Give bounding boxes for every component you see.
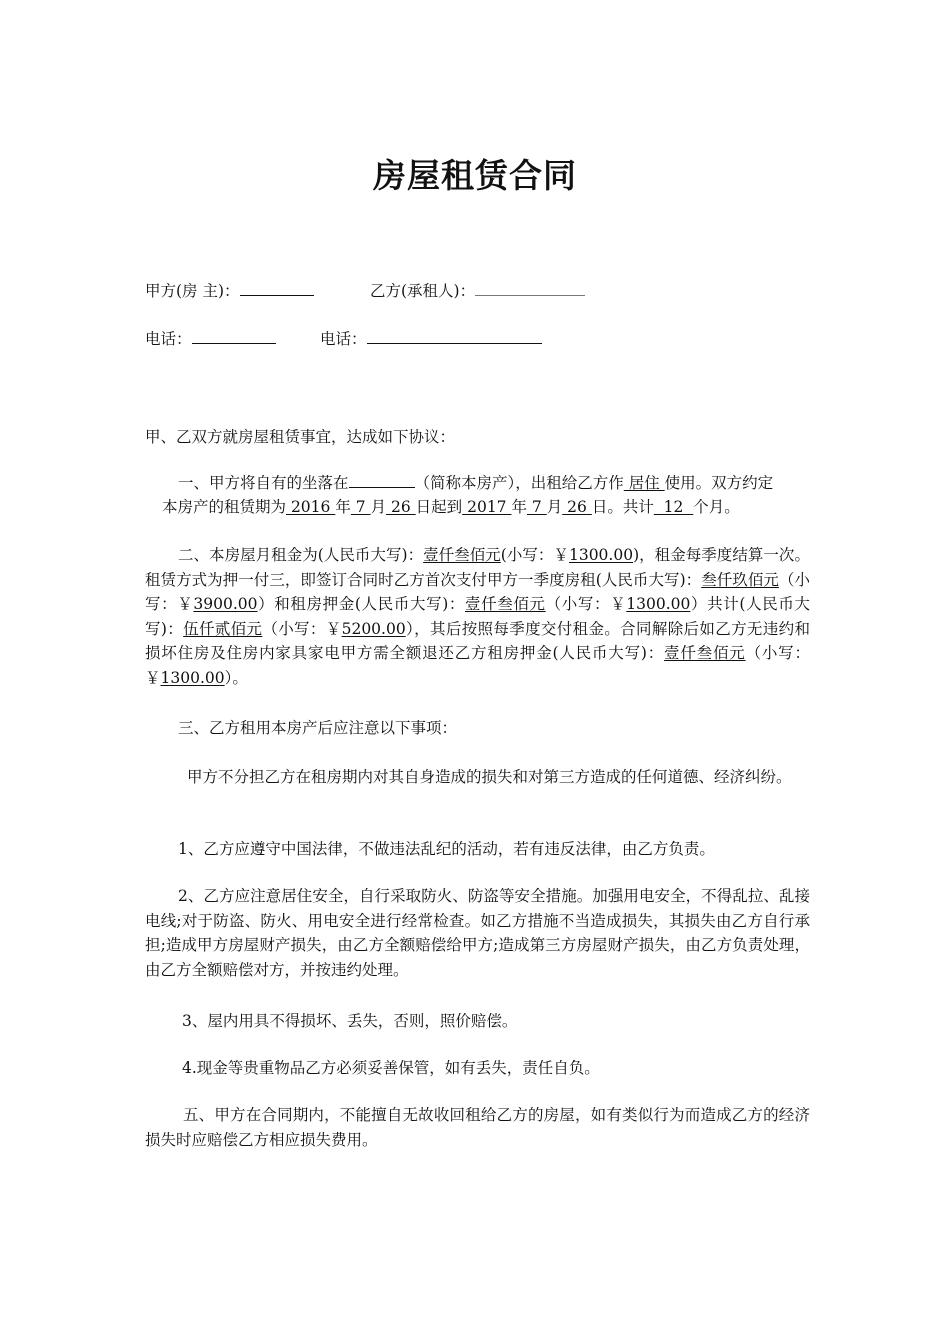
clause2-paragraph [145,543,810,690]
months-suffix: 个月。 [693,498,740,516]
start-month: 7 [350,498,371,516]
clause2-text: （小写：￥ [145,644,810,687]
clause3-heading: 三、乙方租用本房产后应注意以下事项： [178,719,458,737]
clause2-text: (小写：￥ [500,546,569,564]
total-amount: 5200.00 [341,619,406,638]
party-a-line [145,278,314,304]
monthly-rent-amount: 1300.00 [568,546,634,564]
phone-b-line [320,326,542,352]
clause3-note: 甲方不分担乙方在租房期内对其自身造成的损失和对第三方造成的任何道德、经济纠纷。 [187,768,792,786]
clause2-text: ）共计(人民币大写)： [145,595,810,638]
item-4: 4.现金等贵重物品乙方必须妥善保管，如有丢失，责任自负。 [182,1059,600,1077]
monthly-rent-words: 壹仟叁佰元 [423,546,501,564]
property-location-blank[interactable] [349,470,415,488]
clause1-line1 [178,470,773,496]
intro-text: 甲、乙双方就房屋租赁事宜，达成如下协议： [145,428,456,446]
phone-b-blank[interactable] [367,326,542,344]
clause2-text: （小写：￥ [262,619,342,638]
clause1-text-b: （简称本房产），出租给乙方作 [414,474,624,492]
clause2-text: （小写：￥ [145,570,810,613]
end-day: 26 [562,498,592,516]
party-b-line [370,278,585,304]
clause2-text: ）。 [224,668,248,687]
start-year: 2016 [286,498,336,516]
item-1: 1、乙方应遵守中国法律，不做违法乱纪的活动，若有违反法律，由乙方负责。 [178,840,715,858]
property-use: 居住 [623,474,665,492]
party-b-blank[interactable] [475,278,585,296]
party-a-blank[interactable] [240,278,314,296]
clause2-text: )，租金每季度结算一次。租赁方式为押一付三，即签订合同时乙方首次支付甲方一季度房租(人民币大写)： [145,546,810,589]
refund-words: 壹仟叁佰元 [664,644,746,662]
total-months: 12 [653,498,694,516]
total-label: 日。共计 [591,498,654,516]
clause5-paragraph: 五、甲方在合同期内，不能擅自无故收回租给乙方的房屋，如有类似行为而造成乙方的经济损失时应赔偿乙方相应损失费用。 [145,1106,810,1149]
party-b-label: 乙方(承租人)： [370,282,476,300]
phone-a-label: 电话： [145,330,192,348]
refund-amount: 1300.00 [160,668,225,687]
end-year: 2017 [462,498,512,516]
year-label: 年 [511,498,527,516]
clause2-text: 二、本房屋月租金为(人民币大写)： [178,546,424,564]
clause2-text: ）和租房押金(人民币大写)： [257,595,465,613]
clause2-text: ），其后按照每季度交付租金。合同解除后如乙方无违约和损坏住房及住房内家具家电甲方需全额退还乙方租房押金(人民币大写)： [145,619,810,662]
deposit-amount: 1300.00 [626,595,691,613]
quarter-rent-words: 叁仟玖佰元 [701,570,779,589]
document-title: 房屋租赁合同 [373,156,577,195]
lease-term-label: 本房产的租赁期为 [162,498,287,516]
month-label: 月 [370,498,387,516]
start-day: 26 [386,498,416,516]
total-words: 伍仟贰佰元 [183,619,263,638]
phone-b-label: 电话： [320,330,367,348]
clause1-line2 [162,495,740,520]
year-label: 年 [335,498,351,516]
day-to-label: 日起到 [415,498,463,516]
end-month: 7 [527,498,547,516]
phone-a-line [145,326,276,352]
clause2-text: （小写：￥ [545,595,627,613]
phone-a-blank[interactable] [192,326,276,344]
month-label: 月 [546,498,563,516]
deposit-words: 壹仟叁佰元 [465,595,546,613]
clause1-text-c: 使用。双方约定 [664,474,774,492]
quarter-rent-amount: 3900.00 [193,595,258,613]
party-a-label: 甲方(房 主)： [145,282,240,300]
item-3: 3、屋内用具不得损坏、丢失，否则，照价赔偿。 [182,1012,518,1030]
item-2: 2、乙方应注意居住安全，自行采取防火、防盗等安全措施。加强用电安全，不得乱拉、乱接电线;对于防盗、防火、用电安全进行经常检查。如乙方措施不当造成损失，其损失由乙方自行承担;造成甲方房屋财产损失，由乙方全额赔偿给甲方;造成第三方房屋财产损失，由乙方负责处理，由乙方全额赔偿对方，并按违约处理。 [145,887,810,979]
clause1-text-a: 一、甲方将自有的坐落在 [178,474,349,492]
